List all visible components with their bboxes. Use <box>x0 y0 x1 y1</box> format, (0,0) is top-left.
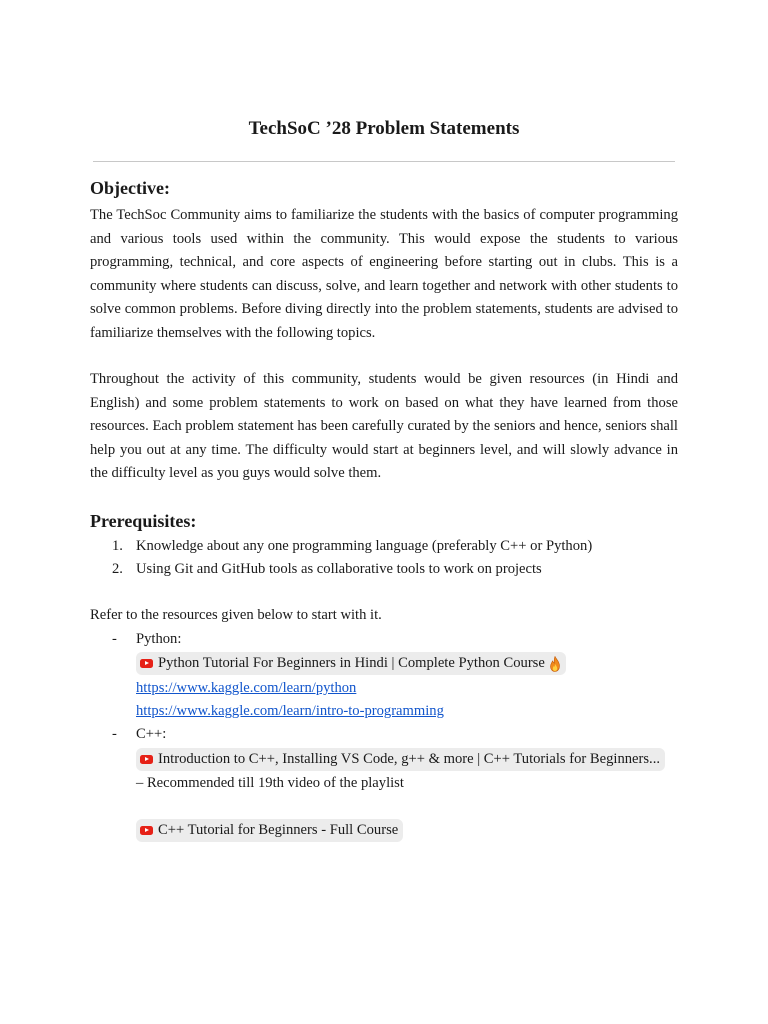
document-title: TechSoC ’28 Problem Statements <box>248 118 520 139</box>
prerequisite-item-1: Knowledge about any one programming language (preferably C++ or Python) <box>136 538 593 554</box>
cpp-intro-video-chip[interactable] <box>136 748 665 771</box>
cpp-playlist-note: – Recommended till 19th video of the playlist <box>136 775 404 791</box>
youtube-icon <box>140 826 153 835</box>
prerequisites-heading: Prerequisites: <box>90 511 197 531</box>
objective-paragraph-2: Throughout the activity of this community, students would be given resources (in Hindi and English) and some problem statements to work on based on what they have learned from those resources. Each problem statement has been carefully curated by the seniors and hence, seniors shall help you out at any time. The difficulty would start at beginners level, and will slowly advance in the difficulty level as you guys would solve them. <box>90 371 678 482</box>
python-label: Python: <box>136 631 182 647</box>
python-bullet: - <box>112 631 117 647</box>
kaggle-python-link[interactable]: https://www.kaggle.com/learn/python <box>136 680 357 696</box>
cpp-intro-video-title: Introduction to C++, Installing VS Code, g++ & more | C++ Tutorials for Beginners... <box>158 751 660 767</box>
title-divider <box>93 161 675 162</box>
python-video-chip[interactable] <box>136 652 566 675</box>
prerequisite-number-1: 1. <box>112 538 123 554</box>
objective-heading: Objective: <box>90 178 170 198</box>
prerequisite-number-2: 2. <box>112 561 123 577</box>
kaggle-intro-programming-link[interactable]: https://www.kaggle.com/learn/intro-to-programming <box>136 703 444 719</box>
resources-intro: Refer to the resources given below to start with it. <box>90 607 382 623</box>
python-video-title: Python Tutorial For Beginners in Hindi | Complete Python Course <box>158 655 545 671</box>
youtube-icon <box>140 659 153 668</box>
objective-paragraph-1: The TechSoc Community aims to familiarize the students with the basics of computer programming and various tools used within the community. This would expose the students to various programming, technical, and core aspects of engineering before starting out in clubs. This is a community where students can discuss, solve, and learn together and network with other students to solve common problems. Before diving directly into the problem statements, students are advised to familiarize themselves with the following topics. <box>90 207 678 341</box>
prerequisite-item-2: Using Git and GitHub tools as collaborative tools to work on projects <box>136 561 542 577</box>
cpp-bullet: - <box>112 726 117 742</box>
cpp-full-course-title: C++ Tutorial for Beginners - Full Course <box>158 822 399 838</box>
fire-icon <box>549 656 561 672</box>
cpp-label: C++: <box>136 726 167 742</box>
youtube-icon <box>140 755 153 764</box>
cpp-full-course-chip[interactable] <box>136 819 403 842</box>
